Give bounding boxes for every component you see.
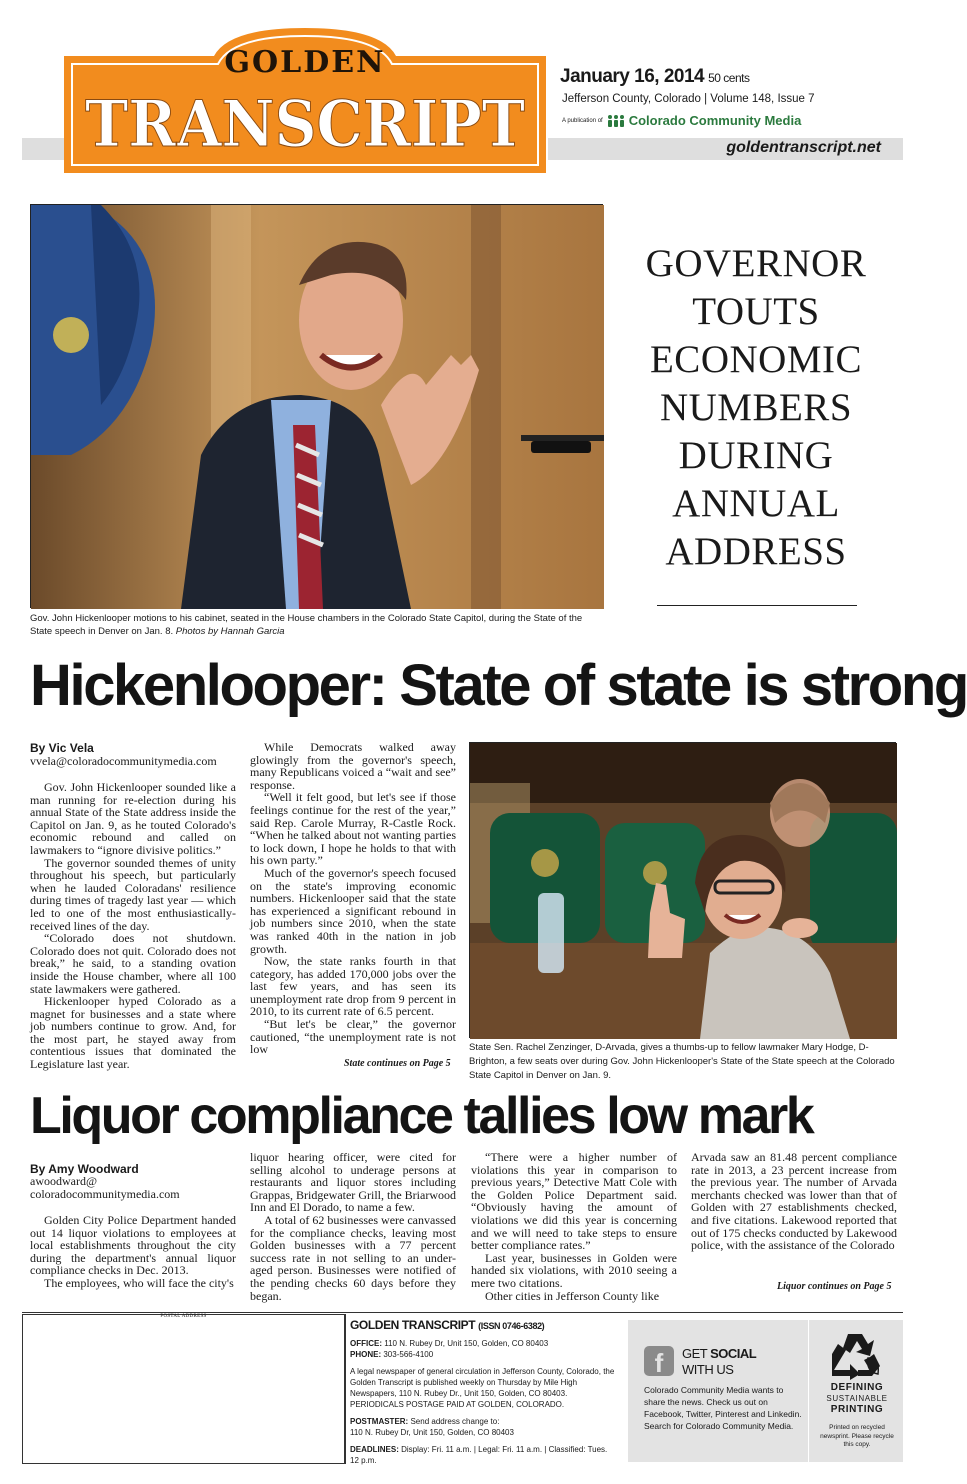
email-line: coloradocommunitymedia.com — [30, 1187, 180, 1201]
paragraph: “There were a higher number of violations this year in comparison to previous years,” Detective Matt Cole with the Golden Police Department said. “Obviously having the amount of violations we did this year is concerning and we will need to take steps to ensure better compliance rates.” — [471, 1150, 677, 1253]
paragraph: A total of 62 businesses were canvassed for the compliance checks, leaving most Golden businesses with a 77 percent success rate in not selling to an under-aged person. Businesses were notified of the pending checks 60 days before they began. — [250, 1212, 456, 1303]
defining-sustainable-printing: DEFINING SUSTAINABLE PRINTING — [826, 1382, 888, 1415]
senator-photo-caption: State Sen. Rachel Zenzinger, D-Arvada, gives a thumbs-up to fellow lawmaker Mary Hodge, D-Brighton, a few seats over during Gov. John Hickenlooper's State of the State speech at the Colorado State Capitol in Denver on Jan. 9. — [469, 1042, 895, 1081]
side-headline-line: ECONOMIC — [649, 338, 862, 381]
get-social-heading: GET SOCIAL WITH US — [682, 1346, 757, 1377]
office-line: OFFICE: 110 N. Rubey Dr, Unit 150, Golden, CO 80403 — [350, 1339, 549, 1348]
footer-divider — [345, 1314, 346, 1464]
location-volume: Jefferson County, Colorado | Volume 148, Issue 7 — [562, 93, 815, 105]
article1-column-2 — [250, 740, 456, 1057]
issue-price: 50 cents — [708, 71, 750, 85]
golden-transcript-logo[interactable] — [64, 28, 546, 173]
postmaster-line: POSTMASTER: Send address change to: — [350, 1417, 500, 1426]
side-headline[interactable] — [630, 240, 882, 576]
governor-photo — [30, 204, 603, 608]
paragraph: While Democrats walked away glowingly from the governor's speech, many Republicans voiced a “wait and see” response. — [250, 740, 456, 792]
masthead-left-bar — [22, 138, 64, 160]
paragraph: The governor sounded themes of unity throughout his speech, but particularly when he lauded Coloradans' resilience during times of tragedy last year — which led to one of the most enthusiastically-received lines of the day. — [30, 855, 236, 933]
footer-rule — [22, 1312, 903, 1313]
publisher-name[interactable]: Colorado Community Media — [628, 113, 802, 128]
article2-byline: By Amy Woodward — [30, 1162, 139, 1176]
publisher-line — [562, 113, 801, 128]
publication-info — [350, 1320, 615, 1466]
svg-text:GOLDEN: GOLDEN — [224, 45, 386, 80]
side-headline-line: DURING — [678, 434, 834, 477]
article1-email[interactable]: vvela@coloradocommunitymedia.com — [30, 754, 217, 768]
article2-column-3 — [471, 1150, 677, 1303]
photo-credit: Photos by Hannah Garcia — [175, 626, 285, 637]
social-box — [628, 1320, 903, 1462]
paragraph: Gov. John Hickenlooper sounded like a man running for re-election during his annual State of the State address inside the Capitol on Jan. 9, as he touted Colorado's economic rebound and called on lawmakers to “ignore divisive politics.” — [30, 780, 236, 857]
website-bar — [548, 138, 903, 160]
postmaster-address: 110 N. Rubey Dr, Unit 150, Golden, CO 80403 — [350, 1428, 514, 1437]
senator-photo — [469, 742, 896, 1038]
article2-column-1 — [30, 1214, 236, 1290]
paragraph: Last year, businesses in Golden were handed six violations, with 2010 seeing a mere two citations. — [471, 1250, 677, 1290]
side-headline-line: NUMBERS — [659, 386, 853, 429]
website-link[interactable]: goldentranscript.net — [726, 139, 881, 156]
paragraph: Much of the governor's speech focused on the state's improving economic numbers. Hickenlooper said that the state has experienced a significant rebound in job numbers since 2010, when the state was ranked 40th in the nation in job growth. — [250, 865, 456, 956]
article2-continues-link[interactable]: Liquor continues on Page 5 — [777, 1281, 892, 1292]
paragraph: The employees, who will face the city's — [44, 1275, 234, 1290]
recycle-icon — [828, 1328, 882, 1384]
paragraph: Golden City Police Department handed out 14 liquor violations to employees at local establishments throughout the city during the department's annual liquor compliance checks in Dec. 2013. — [30, 1213, 236, 1278]
paragraph: “Well it felt good, but let's see if those feelings continue for the rest of the year,” said Rep. Carole Murray, R-Castle Rock. “When he talked about not wanting parties to lock down, I hope he holds to that with his own party.” — [250, 790, 456, 868]
phone-line: PHONE: 303-566-4100 — [350, 1350, 434, 1359]
paragraph: Now, the state ranks fourth in that category, has added 170,000 jobs over the last few years, and has seen its unemployment rate drop from 9 percent in 2010, to its current rate of 6.5 percent. — [250, 954, 456, 1019]
issue-date: January 16, 2014 50 cents — [560, 66, 750, 87]
article2-email[interactable] — [30, 1175, 180, 1201]
governor-photo-caption: Gov. John Hickenlooper motions to his cabinet, seated in the House chambers in the Colorado State Capitol, during the State of the State speech in Denver on Jan. 8. Photos by Hannah Garcia — [30, 613, 583, 637]
info-title: GOLDEN TRANSCRIPT (ISSN 0746-6382) — [350, 1318, 545, 1332]
deadlines-line: DEADLINES: Display: Fri. 11 a.m. | Legal: Fri. 11 a.m. | Classified: Tues. 12 p.m. — [350, 1445, 608, 1465]
paragraph: Other cities in Jefferson County like — [485, 1288, 660, 1303]
article2-column-4 — [691, 1151, 897, 1253]
side-headline-line: ADDRESS — [665, 530, 847, 573]
publication-of-label: A publication of — [562, 117, 603, 124]
mailing-label-box — [22, 1314, 345, 1464]
postal-address-label: POSTAL ADDRESS — [160, 1314, 207, 1319]
paragraph: “But let's be clear,” the governor cautioned, “the unemployment rate is not low — [250, 1017, 456, 1057]
paragraph: Arvada saw an 81.48 percent compliance rate in 2013, a 23 percent increase from the previous year. The number of Arvada merchants checked was lower than that of Golden with 27 establishments checked, and five citations. Lakewood reported that out of 175 checks conducted by Lakewood police, with the assistance of the Colorado — [691, 1150, 897, 1253]
social-text: Colorado Community Media wants to share the news. Check us out on Facebook, Twitter, Pinterest and Linkedin. Search for Colorado Community Media. — [644, 1385, 802, 1431]
side-headline-line: ANNUAL — [672, 482, 840, 525]
email-line: awoodward@ — [30, 1174, 98, 1188]
ccm-people-icon — [606, 114, 626, 128]
article2-column-2 — [250, 1150, 456, 1303]
article2-headline[interactable]: Liquor compliance tallies low mark — [30, 1087, 813, 1145]
side-headline-line: TOUTS — [692, 290, 820, 333]
article1-continues-link[interactable]: State continues on Page 5 — [344, 1058, 451, 1069]
svg-text:TRANSCRIPT: TRANSCRIPT — [85, 87, 525, 162]
article1-column-1 — [30, 780, 236, 1072]
article1-byline: By Vic Vela — [30, 741, 94, 755]
paragraph: Hickenlooper hyped Colorado as a magnet for businesses and a state where job numbers continue to grow. And, for the most part, he stayed away from contentious issues that dominated the Legislature last year. — [30, 994, 236, 1072]
facebook-icon[interactable]: f — [644, 1346, 674, 1376]
article1-headline[interactable]: Hickenlooper: State of state is strong — [30, 653, 967, 718]
side-headline-rule — [657, 605, 857, 606]
paragraph: “Colorado does not shutdown. Colorado does not quit. Colorado does not break,” he said, to a standing ovation inside the House chamber, where all 100 state lawmakers were gathered. — [30, 931, 236, 996]
paragraph: liquor hearing officer, were cited for selling alcohol to underage persons at restaurants and liquor stores including Grappas, Bridgewater Grill, the Briarwood Inn and El Dorado, to name a few. — [250, 1150, 456, 1215]
side-headline-line: GOVERNOR — [645, 242, 867, 285]
legal-notice: A legal newspaper of general circulation in Jefferson County, Colorado, the Golden Transcript is published weekly on Thursday by Mile High Newspapers, 110 N. Rubey Dr., Unit 150, Golden, CO 80403. PERIODICALS POSTAGE PAID AT GOLDEN, COLORADO. — [350, 1367, 615, 1409]
social-divider — [808, 1320, 809, 1462]
recycle-note: Printed on recycled newsprint. Please recycle this copy. — [820, 1424, 894, 1448]
